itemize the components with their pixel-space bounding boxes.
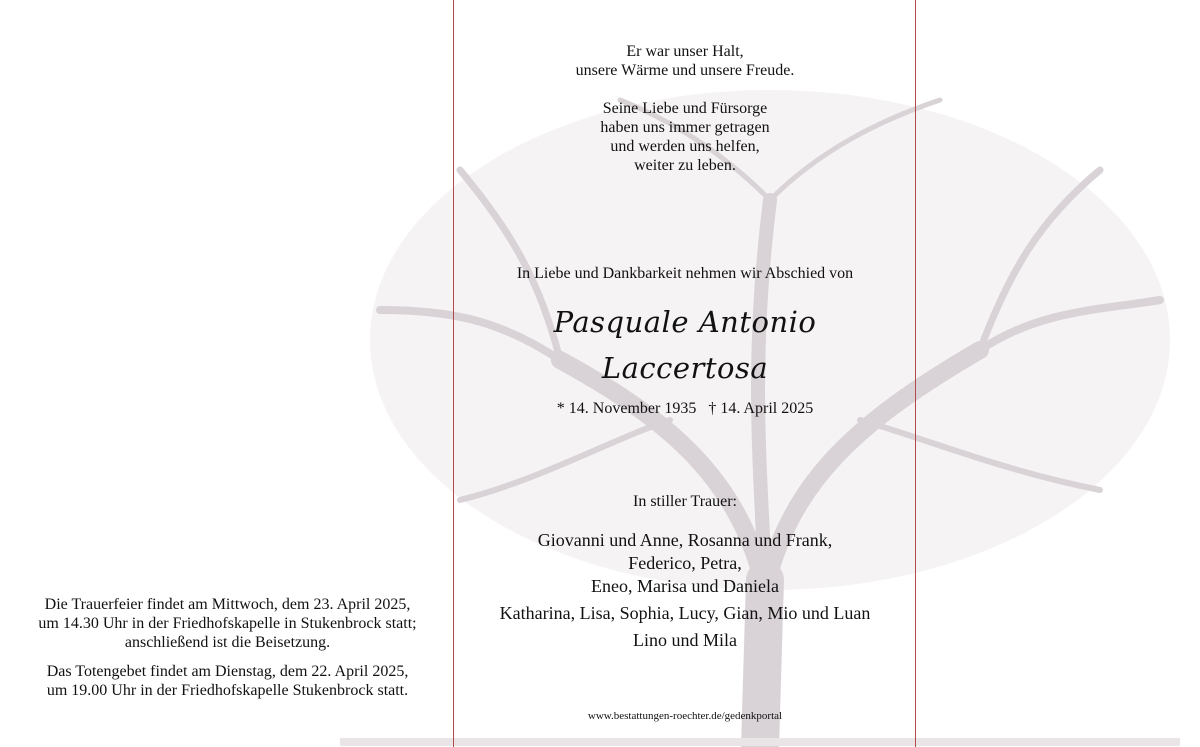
funeral-service-info <box>0 595 455 652</box>
verse-line: haben uns immer getragen <box>600 119 770 136</box>
info-line: Die Trauerfeier findet am Mittwoch, dem 23. April 2025, <box>44 596 411 613</box>
info-line: um 14.30 Uhr in der Friedhofskapelle in Stukenbrock statt; <box>38 615 417 632</box>
verse-1 <box>455 42 915 80</box>
mourner-line: Lino und Mila <box>633 630 737 650</box>
mourning-heading: In stiller Trauer: <box>633 493 737 510</box>
verse-line: Seine Liebe und Fürsorge <box>602 100 768 117</box>
verse-2 <box>455 99 915 175</box>
mourner-line: Katharina, Lisa, Sophia, Lucy, Gian, Mio und Luan <box>499 603 871 623</box>
verse-line: Er war unser Halt, <box>626 43 744 60</box>
info-line: um 19.00 Uhr in der Friedhofskapelle Stukenbrock statt. <box>46 682 409 699</box>
life-dates: * 14. November 1935 † 14. April 2025 <box>556 400 814 417</box>
info-line: anschließend ist die Beisetzung. <box>124 634 331 651</box>
info-line: Das Totengebet findet am Dienstag, dem 22. April 2025, <box>46 663 409 680</box>
deceased-surname: Laccertosa <box>601 351 769 385</box>
mourner-line: Eneo, Marisa und Daniela <box>591 576 779 596</box>
prayer-service-info <box>0 662 455 700</box>
verse-line: weiter zu leben. <box>634 157 736 174</box>
mourners-list <box>455 529 915 652</box>
deceased-first-names: Pasquale Antonio <box>553 305 817 339</box>
mourner-line: Federico, Petra, <box>628 553 742 573</box>
right-divider-line <box>915 0 916 747</box>
memorial-portal-url: www.bestattungen-roechter.de/gedenkportal <box>587 710 783 722</box>
verse-line: unsere Wärme und unsere Freude. <box>575 62 795 79</box>
verse-line: und werden uns helfen, <box>610 138 760 155</box>
mourner-line: Giovanni und Anne, Rosanna und Frank, <box>537 530 833 550</box>
farewell-intro: In Liebe und Dankbarkeit nehmen wir Abschied von <box>516 265 854 282</box>
